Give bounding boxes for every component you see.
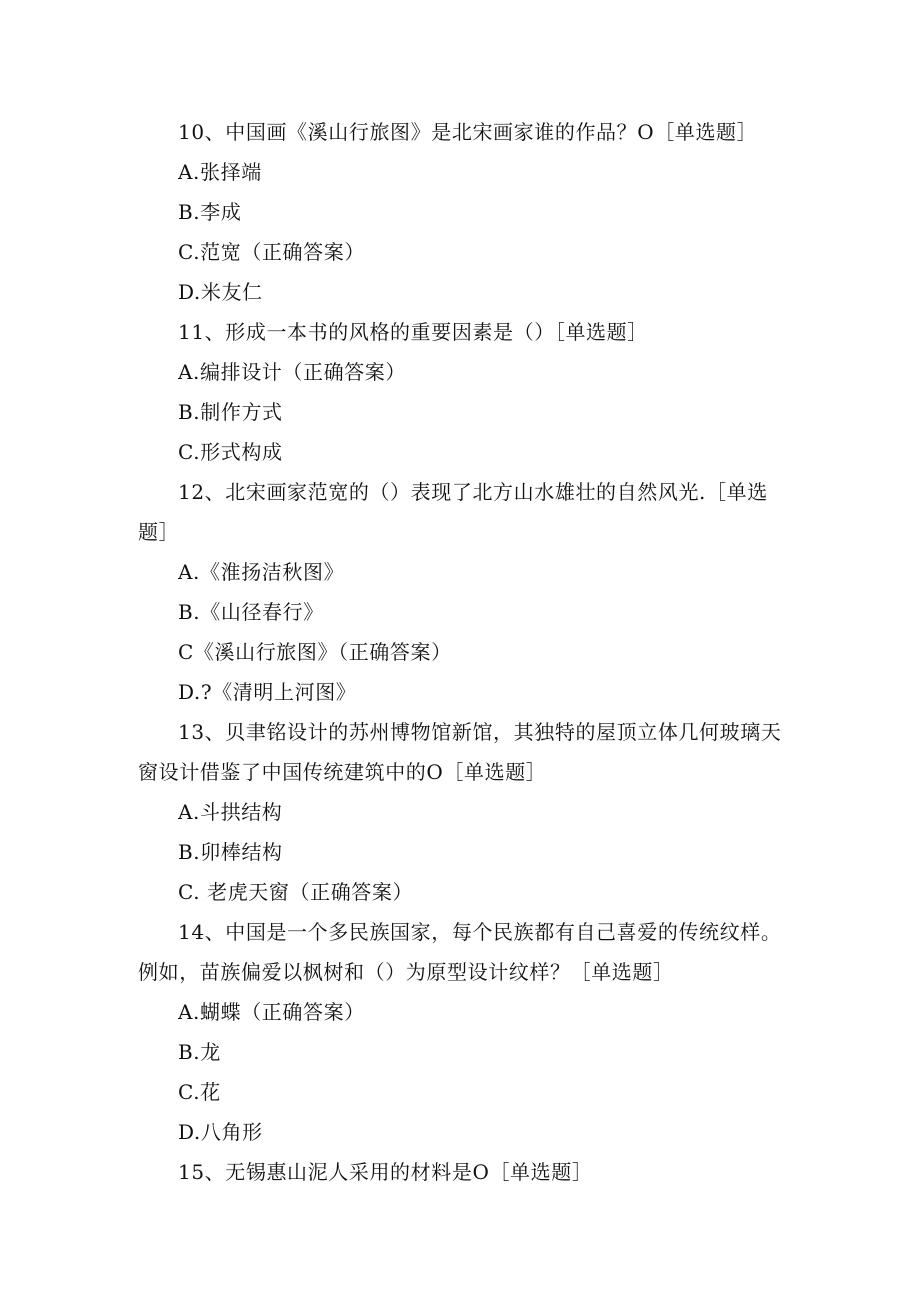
option-d: D.米友仁 [178,280,263,304]
question-15 [138,1152,788,1192]
question-text: 11、形成一本书的风格的重要因素是（）［单选题］ [178,320,648,344]
question-text: 14、中国是一个多民族国家，每个民族都有自己喜爱的传统纹样。例如，苗族偏爱以枫树和（）为原型设计纹样？［单选题］ [138,920,782,984]
option-b: B.《山径春行》 [178,600,324,624]
option-a: A.编排设计（正确答案） [178,360,407,384]
question-list [138,112,788,1192]
question-12 [138,472,788,712]
option-c: C. 老虎天窗（正确答案） [178,880,414,904]
question-14 [138,912,788,1152]
option-a: A.斗拱结构 [178,800,283,824]
option-b: B.制作方式 [178,400,283,424]
question-text: 15、无锡惠山泥人采用的材料是O［单选题］ [178,1160,593,1184]
option-a: A.《淮扬洁秋图》 [178,560,345,584]
option-b: B.卯棒结构 [178,840,283,864]
question-10 [138,112,788,312]
question-text: 13、贝聿铭设计的苏州博物馆新馆，其独特的屋顶立体几何玻璃天窗设计借鉴了中国传统建筑中的O［单选题］ [138,720,782,784]
option-b: B.李成 [178,200,242,224]
option-c: C《溪山行旅图》（正确答案） [178,640,452,664]
question-text: 12、北宋画家范宽的（）表现了北方山水雄壮的自然风光.［单选题］ [138,480,768,544]
option-c: C.花 [178,1080,221,1104]
option-d: D.八角形 [178,1120,263,1144]
option-a: A.蝴蝶（正确答案） [178,1000,365,1024]
option-b: B.龙 [178,1040,221,1064]
option-c: C.形式构成 [178,440,283,464]
question-text: 10、中国画《溪山行旅图》是北宋画家谁的作品？O［单选题］ [178,120,758,144]
question-13 [138,712,788,912]
option-a: A.张择端 [178,160,262,184]
option-c: C.范宽（正确答案） [178,240,365,264]
option-d: D.?《清明上河图》 [178,680,357,704]
question-11 [138,312,788,472]
